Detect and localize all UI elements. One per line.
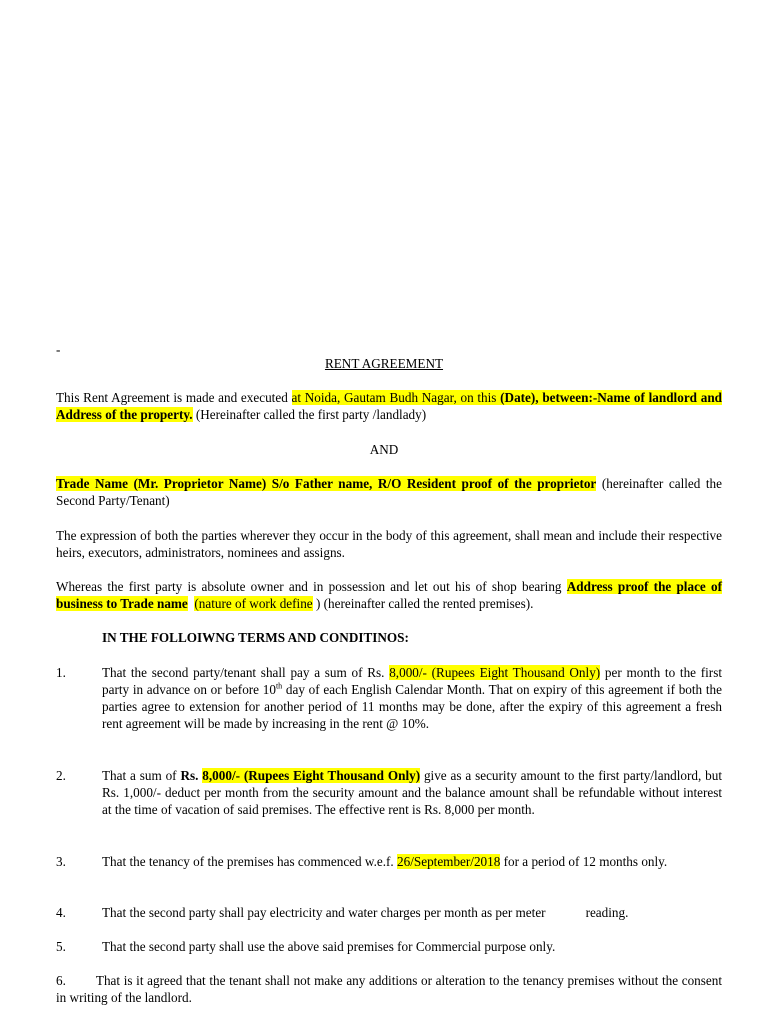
item-3-date-highlight: 26/September/2018 — [397, 854, 501, 869]
item-4-text — [102, 904, 722, 921]
intro-landlord-highlight: (Date), between:-Name of landlord and Address of the property. — [56, 390, 722, 422]
whereas-post: ) (hereinafter called the rented premises). — [312, 596, 534, 611]
item-1-pre: That the second party/tenant shall pay a sum of Rs. — [102, 665, 390, 680]
item-2-amount-highlight: 8,000/- (Rupees Eight Thousand Only) — [202, 768, 421, 783]
terms-heading: IN THE FOLLOIWNG TERMS AND CONDITINOS: — [102, 630, 409, 645]
item-6-paragraph — [56, 972, 722, 1006]
whereas-paragraph — [56, 578, 722, 612]
item-1-amount-highlight: 8,000/- (Rupees Eight Thousand Only) — [389, 665, 601, 680]
item-2-rs: Rs. — [180, 768, 203, 783]
item-3-post: for a period of 12 months only. — [500, 854, 668, 869]
item-4-pre: That the second party shall pay electricity and water charges per month as per meter — [102, 905, 546, 920]
item-4-number: 4. — [56, 905, 66, 920]
and-separator: AND — [369, 442, 399, 457]
item-2-post: give as a security amount to the first party/landlord, but Rs. 1,000/- deduct per month from the security amount and the balance amount shall be refundable without interest at the time of vacation of said premises. The effective rent is Rs. 8,000 per month. — [102, 768, 723, 817]
whereas-work-highlight: (nature of work define — [194, 596, 313, 611]
item-2-pre: That a sum of — [102, 768, 181, 783]
whereas-pre: Whereas the first party is absolute owner and in possession and let out his of shop bearing — [56, 579, 567, 594]
item-1-superscript: th — [275, 681, 283, 691]
item-1-number: 1. — [56, 665, 66, 680]
intro-location-highlight: at Noida, Gautam Budh Nagar, on this — [291, 390, 501, 405]
item-1-mid: per month to the first party in advance on or before 10 — [102, 665, 722, 697]
item-6-text: That is it agreed that the tenant shall not make any additions or alteration to the tenancy premises without the consent in writing of the landlord. — [56, 973, 722, 1005]
item-2-number: 2. — [56, 768, 66, 783]
item-5-number: 5. — [56, 939, 66, 954]
item-1-post: day of each English Calendar Month. That on expiry of this agreement if both the parties agree to extension for another period of 11 months may be done, after the expiry of this agreement a fresh rent agreement will be made by increasing in the rent @ 10%. — [102, 682, 722, 731]
intro-paragraph — [56, 389, 722, 423]
stray-dash: - — [56, 342, 61, 357]
item-5-text: That the second party shall use the above said premises for Commercial purpose only. — [102, 939, 556, 954]
item-4-post: reading. — [585, 905, 629, 920]
second-party-paragraph — [56, 475, 722, 509]
item-6-number: 6. — [56, 973, 66, 988]
item-3-pre: That the tenancy of the premises has commenced w.e.f. — [102, 854, 398, 869]
intro-post: (Hereinafter called the first party /landlady) — [192, 407, 427, 422]
item-3-text — [102, 853, 722, 870]
item-1-text — [102, 664, 722, 732]
item-3-number: 3. — [56, 854, 66, 869]
second-party-post: (hereinafter called the Second Party/Tenant) — [56, 476, 722, 508]
whereas-address-highlight: Address proof the place of business to Trade name — [56, 579, 722, 611]
document-title: RENT AGREEMENT — [324, 356, 444, 371]
expression-paragraph: The expression of both the parties wherever they occur in the body of this agreement, shall mean and include their respective heirs, executors, administrators, nominees and assigns. — [56, 528, 722, 560]
item-2-text — [102, 767, 722, 818]
second-party-highlight: Trade Name (Mr. Proprietor Name) S/o Father name, R/O Resident proof of the proprietor — [56, 476, 597, 491]
intro-pre: This Rent Agreement is made and executed — [56, 390, 292, 405]
